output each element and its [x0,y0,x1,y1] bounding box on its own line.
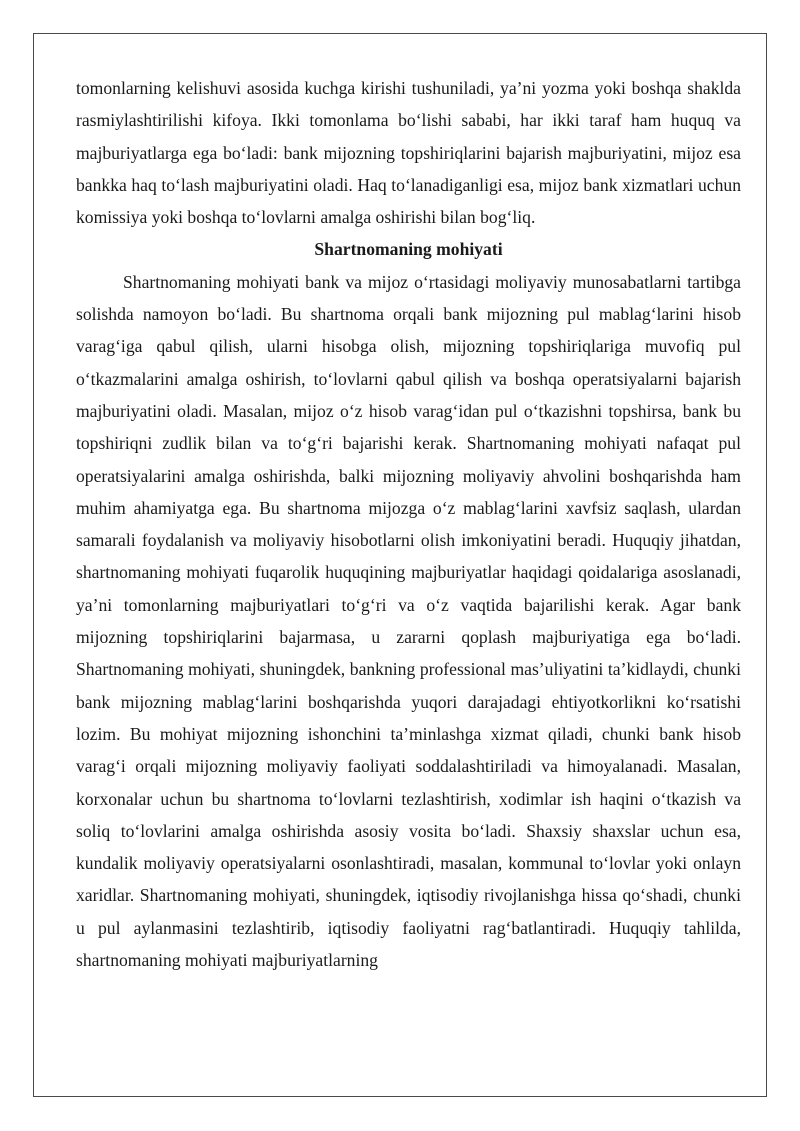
continued-paragraph: tomonlarning kelishuvi asosida kuchga kirishi tushuniladi, ya’ni yozma yoki boshqa shaklda rasmiylashtirilishi kifoya. Ikki tomonlama bo‘lishi sababi, har ikki taraf ham huquq va majburiyatlarga ega bo‘ladi: bank mijozning topshiriqlarini bajarish majburiyatini, mijoz esa bankka haq to‘lash majburiyatini oladi. Haq to‘lanadiganligi esa, mijoz bank xizmatlari uchun komissiya yoki boshqa to‘lovlarni amalga oshirishi bilan bog‘liq. [76,78,741,228]
document-body [76,72,741,976]
section-paragraph: Shartnomaning mohiyati bank va mijoz o‘rtasidagi moliyaviy munosabatlarni tartibga solishda namoyon bo‘ladi. Bu shartnoma orqali bank mijozning pul mablag‘larini hisob varag‘iga qabul qilish, ularni hisobga olish, mijozning topshiriqlariga muvofiq pul o‘tkazmalarini amalga oshirish, to‘lovlarni qabul qilish va boshqa operatsiyalarni bajarish majburiyatini oladi. Masalan, mijoz o‘z hisob varag‘idan pul o‘tkazishni topshirsa, bank bu topshiriqni zudlik bilan va to‘g‘ri bajarishi kerak. Shartnomaning mohiyati nafaqat pul operatsiyalarini amalga oshirishda, balki mijozning moliyaviy ahvolini boshqarishda ham muhim ahamiyatga ega. Bu shartnoma mijozga o‘z mablag‘larini xavfsiz saqlash, ulardan samarali foydalanish va moliyaviy hisobotlarni olish imkoniyatini beradi. Huquqiy jihatdan, shartnomaning mohiyati fuqarolik huquqining majburiyatlar haqidagi qoidalariga asoslanadi, ya’ni tomonlarning majburiyatlari to‘g‘ri va o‘z vaqtida bajarilishi kerak. Agar bank mijozning topshiriqlarini bajarmasa, u zararni qoplash majburiyatiga ega bo‘ladi. Shartnomaning mohiyati, shuningdek, bankning professional mas’uliyatini ta’kidlaydi, chunki bank mijozning mablag‘larini boshqarishda yuqori darajadagi ehtiyotkorlikni ko‘rsatishi lozim. Bu mohiyat mijozning ishonchini ta’minlashga xizmat qiladi, chunki bank hisob varag‘i orqali mijozning moliyaviy faoliyati soddalashtiriladi va himoyalanadi. Masalan, korxonalar uchun bu shartnoma to‘lovlarni tezlashtirish, xodimlar ish haqini o‘tkazish va soliq to‘lovlarini amalga oshirishda asosiy vosita bo‘ladi. Shaxsiy shaxslar uchun esa, kundalik moliyaviy operatsiyalarni osonlashtiradi, masalan, kommunal to‘lovlar yoki onlayn xaridlar. Shartnomaning mohiyati, shuningdek, iqtisodiy rivojlanishga hissa qo‘shadi, chunki u pul aylanmasini tezlashtirib, iqtisodiy faoliyatni rag‘batlantiradi. Huquqiy tahlilda, shartnomaning mohiyati majburiyatlarning [76,271,741,971]
section-heading: Shartnomaning mohiyati [314,239,503,260]
